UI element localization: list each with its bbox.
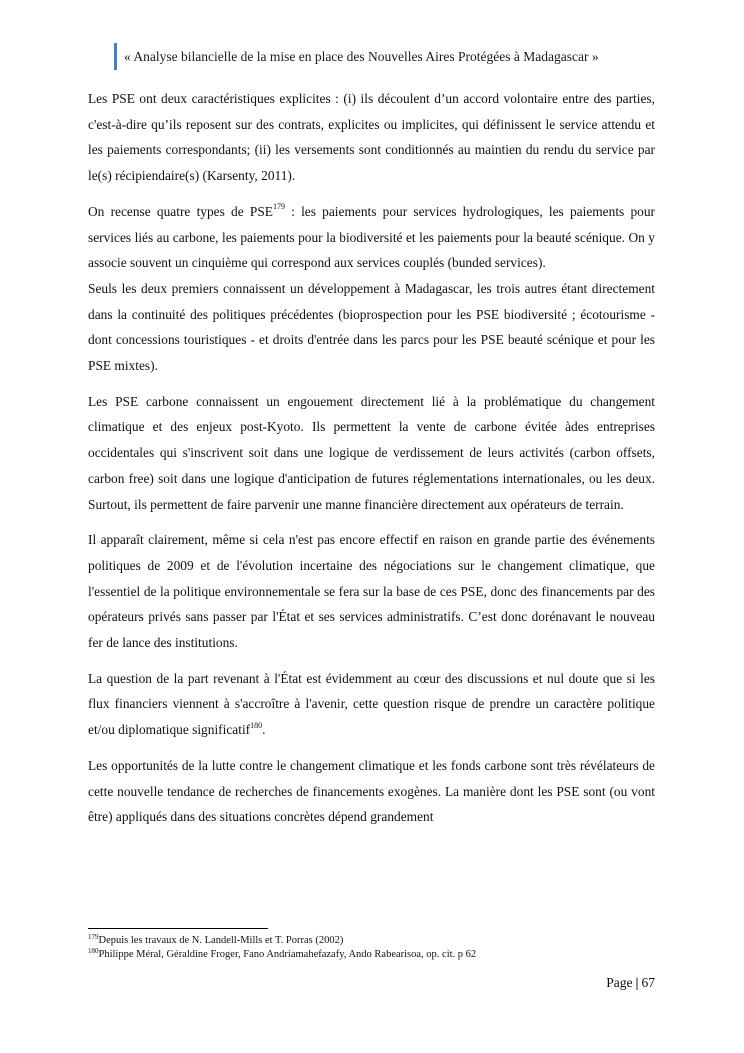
footnote-179: [88, 934, 688, 948]
footnote-text: Depuis les travaux de N. Landell-Mills et T. Porras (2002): [98, 935, 344, 946]
footnote-number: 179: [88, 932, 99, 941]
paragraph-2: [88, 199, 655, 276]
running-header-title: « Analyse bilancielle de la mise en place des Nouvelles Aires Protégées à Madagascar »: [124, 49, 599, 64]
paragraph-3: Seuls les deux premiers connaissent un développement à Madagascar, les trois autres étant directement dans la continuité des politiques précédentes (bioprospection pour les PSE biodiversité ; écotourisme - dont concessions touristiques - et droits d'entrée dans les parcs pour les PSE beauté scénique et pour les PSE mixtes).: [88, 280, 655, 374]
footnotes: [88, 934, 688, 962]
page-label: Page: [606, 975, 633, 990]
paragraph-7: Les opportunités de la lutte contre le changement climatique et les fonds carbone sont très révélateurs de cette nouvelle tendance de recherches de financements exogènes. La manière dont les PSE sont (ou vont être) appliqués dans des situations concrètes dépend grandement: [88, 757, 655, 825]
paragraph-2-text-start: On recense quatre types de PSE: [88, 203, 273, 219]
footnote-ref-179[interactable]: 179: [272, 202, 285, 212]
page-footer: [606, 973, 655, 993]
footnote-divider: [88, 928, 268, 929]
paragraph-6-text-end: .: [262, 722, 266, 738]
paragraph-4: Les PSE carbone connaissent un engouement directement lié à la problématique du changement climatique et des enjeux post-Kyoto. Ils permettent la vente de carbone évitée àdes entreprises occidentales qui s'inscrivent soit dans une logique de verdissement de leurs activités (carbon offsets, carbon free) soit dans une logique d'anticipation de futures réglementations internationales, ou les deux. Surtout, ils permettent de faire parvenir une manne financière directement aux opérateurs de terrain.: [88, 393, 655, 512]
paragraph-1: Les PSE ont deux caractéristiques explicites : (i) ils découlent d’un accord volontaire entre des parties, c'est-à-dire qu’ils reposent sur des contrats, explicites ou implicites, qui définissent le service attendu et les paiements correspondants; (ii) les versements sont conditionnés au maintien du rendu du service par le(s) récipiendaire(s) (Karsenty, 2011).: [88, 91, 655, 184]
footnote-text: Philippe Méral, Géraldine Froger, Fano Andriamahefazafy, Ando Rabearisoa, op. cit. p 62: [98, 949, 477, 960]
body-text: [88, 86, 655, 840]
paragraph-6-text-start: La question de la part revenant à l'État est évidemment au cœur des discussions et nul doute que si les flux financiers viennent à s'accroître à l'avenir, cette question risque de prendre un caractère politique et/ou diplomatique significatif: [88, 670, 655, 738]
footnote-180: [88, 948, 688, 962]
paragraph-6: [88, 666, 655, 743]
running-header: [114, 43, 599, 70]
page-number: 67: [641, 975, 655, 990]
paragraph-5: Il apparaît clairement, même si cela n'est pas encore effectif en raison en grande partie des événements politiques de 2009 et de l'évolution incertaine des négociations sur le changement climatique, que l'essentiel de la politique environnementale se fera sur la base de ces PSE, donc des financements par des opérateurs privés sans passer par l'État et ses services administratifs. C’est donc dorénavant le nouveau fer de lance des institutions.: [88, 532, 655, 651]
footnote-number: 180: [88, 946, 99, 955]
footnote-ref-180[interactable]: 180: [250, 720, 263, 730]
paragraph-2-text-end: : les paiements pour services hydrologiques, les paiements pour services liés au carbone, les paiements pour la biodiversité et les paiements pour la beauté scénique. On y associe souvent un cinquième qui correspond aux services couplés (bunded services).: [88, 203, 655, 271]
page-separator: |: [635, 975, 639, 990]
